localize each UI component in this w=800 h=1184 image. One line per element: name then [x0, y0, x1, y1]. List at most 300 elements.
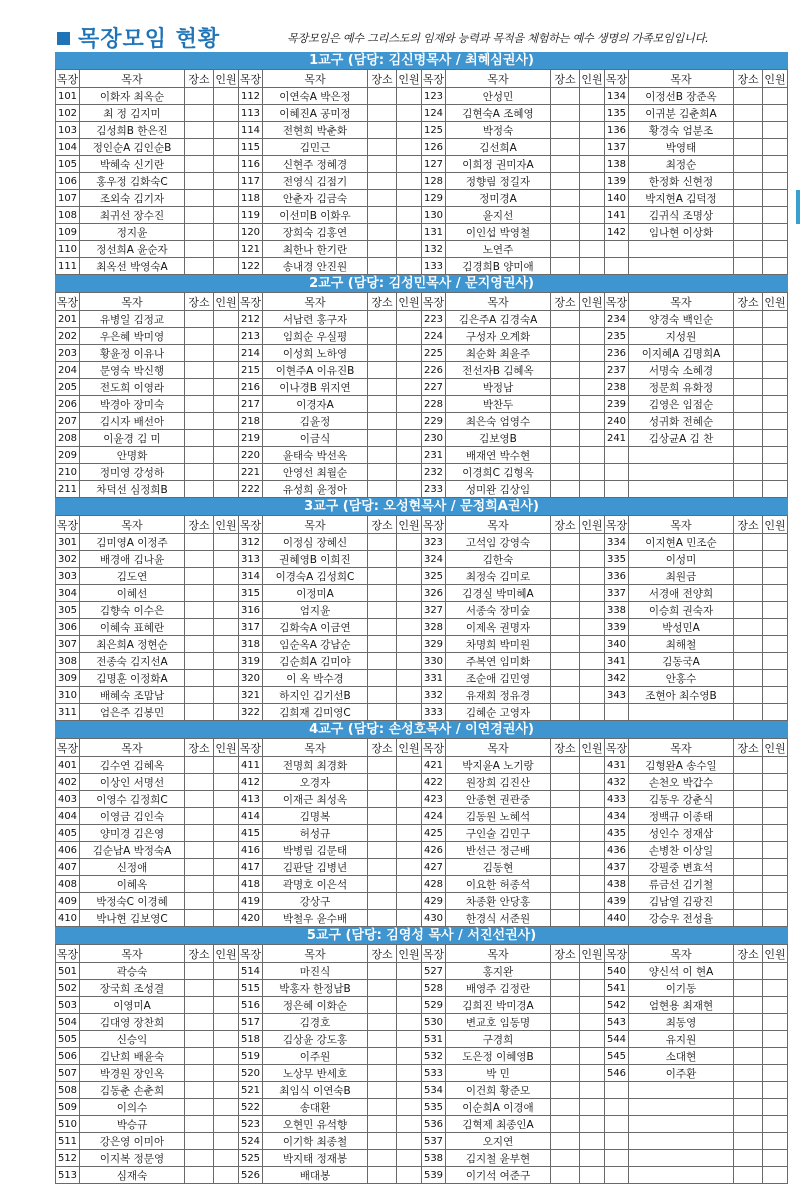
group-number-cell: 327	[422, 602, 446, 619]
headcount-cell	[763, 105, 788, 122]
group-number-cell: 321	[239, 687, 263, 704]
headcount-cell	[397, 362, 422, 379]
location-cell	[185, 224, 214, 241]
location-cell	[185, 859, 214, 876]
group-number-cell: 418	[239, 876, 263, 893]
location-cell	[368, 122, 397, 139]
column-header: 목장	[422, 516, 446, 534]
page-description: 목장모임은 예수 그리스도의 임재와 능력과 목적을 체험하는 예수 생명의 가족모임입니다.	[287, 32, 709, 45]
location-cell	[368, 207, 397, 224]
location-cell	[185, 1167, 214, 1184]
location-cell	[734, 859, 763, 876]
column-header: 목장	[422, 70, 446, 88]
headcount-cell	[580, 430, 605, 447]
headcount-cell	[214, 1031, 239, 1048]
column-header: 인원	[580, 70, 605, 88]
table-row	[56, 105, 788, 122]
group-number-cell: 140	[605, 190, 629, 207]
headcount-cell	[397, 859, 422, 876]
column-header: 목장	[239, 293, 263, 311]
headcount-cell	[763, 757, 788, 774]
group-number-cell: 522	[239, 1099, 263, 1116]
headcount-cell	[580, 653, 605, 670]
leader-name-cell: 전종숙 김지선A	[80, 653, 185, 670]
location-cell	[734, 1150, 763, 1167]
table-row	[56, 1082, 788, 1099]
table-row	[56, 704, 788, 721]
leader-name-cell: 김성희B 한은진	[80, 122, 185, 139]
column-header: 목자	[446, 70, 551, 88]
leader-name-cell: 최순화 최윤주	[446, 345, 551, 362]
group-number-cell: 314	[239, 568, 263, 585]
column-header: 장소	[185, 516, 214, 534]
group-number-cell: 434	[605, 808, 629, 825]
group-number-cell: 524	[239, 1133, 263, 1150]
leader-name-cell: 손천오 박갑수	[629, 774, 734, 791]
leader-name-cell: 이영미A	[80, 997, 185, 1014]
headcount-cell	[763, 447, 788, 464]
location-cell	[368, 534, 397, 551]
column-header: 목자	[446, 293, 551, 311]
headcount-cell	[580, 139, 605, 156]
column-header: 목자	[446, 516, 551, 534]
group-number-cell	[605, 1167, 629, 1184]
location-cell	[551, 963, 580, 980]
column-header: 목장	[422, 739, 446, 757]
headcount-cell	[580, 704, 605, 721]
leader-name-cell: 강필중 변효석	[629, 859, 734, 876]
leader-name-cell: 유성희 윤정아	[263, 481, 368, 498]
location-cell	[368, 328, 397, 345]
group-number-cell	[605, 241, 629, 258]
location-cell	[185, 757, 214, 774]
leader-name-cell: 김동춘 손춘희	[80, 1082, 185, 1099]
headcount-cell	[763, 258, 788, 275]
leader-name-cell: 이혜숙 표혜란	[80, 619, 185, 636]
headcount-cell	[580, 1065, 605, 1082]
group-number-cell: 341	[605, 653, 629, 670]
group-number-cell: 432	[605, 774, 629, 791]
leader-name-cell: 고석임 강영숙	[446, 534, 551, 551]
location-cell	[734, 551, 763, 568]
table-row	[56, 122, 788, 139]
headcount-cell	[397, 1065, 422, 1082]
leader-name-cell: 마진식	[263, 963, 368, 980]
group-number-cell: 536	[422, 1116, 446, 1133]
leader-name-cell: 박지윤A 노기랑	[446, 757, 551, 774]
location-cell	[185, 825, 214, 842]
location-cell	[551, 396, 580, 413]
group-number-cell: 512	[56, 1150, 80, 1167]
column-header: 장소	[368, 70, 397, 88]
leader-name-cell: 전명희 최경화	[263, 757, 368, 774]
column-header: 목장	[56, 516, 80, 534]
location-cell	[368, 791, 397, 808]
location-cell	[734, 362, 763, 379]
leader-name-cell: 박정남	[446, 379, 551, 396]
location-cell	[185, 258, 214, 275]
leader-name-cell: 정문희 유화정	[629, 379, 734, 396]
location-cell	[734, 791, 763, 808]
location-cell	[368, 910, 397, 927]
location-cell	[185, 704, 214, 721]
group-number-cell: 338	[605, 602, 629, 619]
group-number-cell: 138	[605, 156, 629, 173]
group-number-cell: 511	[56, 1133, 80, 1150]
location-cell	[185, 910, 214, 927]
location-cell	[368, 105, 397, 122]
location-cell	[734, 1031, 763, 1048]
column-header: 장소	[185, 945, 214, 963]
group-number-cell: 234	[605, 311, 629, 328]
location-cell	[368, 825, 397, 842]
group-number-cell: 510	[56, 1116, 80, 1133]
table-row	[56, 997, 788, 1014]
headcount-cell	[214, 910, 239, 927]
headcount-cell	[763, 653, 788, 670]
headcount-cell	[214, 190, 239, 207]
group-number-cell: 535	[422, 1099, 446, 1116]
leader-name-cell: 김혜순 고영자	[446, 704, 551, 721]
group-number-cell: 540	[605, 963, 629, 980]
group-number-cell: 541	[605, 980, 629, 997]
location-cell	[734, 842, 763, 859]
group-number-cell: 533	[422, 1065, 446, 1082]
group-number-cell: 219	[239, 430, 263, 447]
leader-name-cell: 이의수	[80, 1099, 185, 1116]
group-number-cell: 201	[56, 311, 80, 328]
group-number-cell: 501	[56, 963, 80, 980]
location-cell	[734, 241, 763, 258]
group-number-cell: 439	[605, 893, 629, 910]
column-header: 장소	[551, 945, 580, 963]
location-cell	[368, 311, 397, 328]
group-number-cell: 502	[56, 980, 80, 997]
location-cell	[551, 825, 580, 842]
group-number-cell: 131	[422, 224, 446, 241]
table-row	[56, 1031, 788, 1048]
headcount-cell	[763, 842, 788, 859]
group-number-cell: 139	[605, 173, 629, 190]
leader-name-cell: 김순남A 박정숙A	[80, 842, 185, 859]
location-cell	[185, 379, 214, 396]
headcount-cell	[763, 190, 788, 207]
location-cell	[368, 757, 397, 774]
group-number-cell: 430	[422, 910, 446, 927]
location-cell	[734, 619, 763, 636]
group-number-cell: 113	[239, 105, 263, 122]
headcount-cell	[580, 893, 605, 910]
leader-name-cell: 홍우정 김화숙C	[80, 173, 185, 190]
headcount-cell	[580, 670, 605, 687]
group-number-cell: 503	[56, 997, 80, 1014]
table-row	[56, 1150, 788, 1167]
group-number-cell	[605, 1133, 629, 1150]
headcount-cell	[214, 396, 239, 413]
leader-name-cell: 이경숙A 김성희C	[263, 568, 368, 585]
group-number-cell: 312	[239, 534, 263, 551]
table-row	[56, 311, 788, 328]
table-row	[56, 1048, 788, 1065]
group-number-cell: 537	[422, 1133, 446, 1150]
group-number-cell: 136	[605, 122, 629, 139]
leader-name-cell: 정미경A	[446, 190, 551, 207]
group-number-cell: 329	[422, 636, 446, 653]
group-number-cell: 132	[422, 241, 446, 258]
leader-name-cell: 박혜숙 신기란	[80, 156, 185, 173]
headcount-cell	[214, 980, 239, 997]
table-row	[56, 88, 788, 105]
headcount-cell	[397, 156, 422, 173]
leader-name-cell: 주복연 임미화	[446, 653, 551, 670]
headcount-cell	[580, 791, 605, 808]
group-number-cell: 332	[422, 687, 446, 704]
table-row	[56, 602, 788, 619]
group-number-cell: 224	[422, 328, 446, 345]
group-number-cell: 311	[56, 704, 80, 721]
group-number-cell: 326	[422, 585, 446, 602]
column-header: 목장	[56, 945, 80, 963]
location-cell	[368, 876, 397, 893]
location-cell	[368, 173, 397, 190]
headcount-cell	[580, 1150, 605, 1167]
group-number-cell: 232	[422, 464, 446, 481]
leader-name-cell: 김대영 장찬희	[80, 1014, 185, 1031]
headcount-cell	[397, 774, 422, 791]
leader-name-cell: 송대환	[263, 1099, 368, 1116]
leader-name-cell: 성미완 김상임	[446, 481, 551, 498]
table-row	[56, 757, 788, 774]
headcount-cell	[397, 190, 422, 207]
leader-name-cell: 서남련 홍구자	[263, 311, 368, 328]
leader-name-cell: 이 옥 박수경	[263, 670, 368, 687]
leader-name-cell: 이정미A	[263, 585, 368, 602]
table-row	[56, 859, 788, 876]
leader-name-cell: 반선근 정근배	[446, 842, 551, 859]
group-number-cell: 408	[56, 876, 80, 893]
location-cell	[734, 1167, 763, 1184]
leader-name-cell: 김수연 김혜옥	[80, 757, 185, 774]
location-cell	[734, 1116, 763, 1133]
leader-name-cell: 이기석 여준구	[446, 1167, 551, 1184]
table-header-row	[56, 70, 788, 88]
location-cell	[734, 173, 763, 190]
group-number-cell: 407	[56, 859, 80, 876]
headcount-cell	[763, 1065, 788, 1082]
leader-name-cell: 오지연	[446, 1133, 551, 1150]
headcount-cell	[397, 602, 422, 619]
headcount-cell	[580, 207, 605, 224]
location-cell	[551, 1150, 580, 1167]
leader-name-cell	[629, 258, 734, 275]
leader-name-cell: 황경숙 엄분조	[629, 122, 734, 139]
location-cell	[734, 447, 763, 464]
location-cell	[734, 687, 763, 704]
leader-name-cell: 이선미B 이화우	[263, 207, 368, 224]
headcount-cell	[763, 910, 788, 927]
leader-name-cell	[629, 447, 734, 464]
headcount-cell	[580, 876, 605, 893]
headcount-cell	[580, 362, 605, 379]
group-number-cell: 238	[605, 379, 629, 396]
location-cell	[185, 447, 214, 464]
table-row	[56, 910, 788, 927]
headcount-cell	[763, 636, 788, 653]
location-cell	[551, 241, 580, 258]
headcount-cell	[580, 173, 605, 190]
group-number-cell: 231	[422, 447, 446, 464]
location-cell	[734, 774, 763, 791]
headcount-cell	[214, 481, 239, 498]
leader-name-cell: 박홍자 한정남B	[263, 980, 368, 997]
leader-name-cell: 임나현 이상화	[629, 224, 734, 241]
location-cell	[185, 1133, 214, 1150]
group-number-cell: 128	[422, 173, 446, 190]
group-number-cell: 103	[56, 122, 80, 139]
leader-name-cell: 송내경 안진원	[263, 258, 368, 275]
group-number-cell: 119	[239, 207, 263, 224]
column-header: 장소	[551, 739, 580, 757]
headcount-cell	[763, 704, 788, 721]
headcount-cell	[397, 980, 422, 997]
group-number-cell: 208	[56, 430, 80, 447]
leader-name-cell	[629, 481, 734, 498]
column-header: 목장	[56, 70, 80, 88]
location-cell	[368, 481, 397, 498]
leader-name-cell: 이화자 최옥순	[80, 88, 185, 105]
location-cell	[368, 156, 397, 173]
leader-name-cell: 차명희 박미원	[446, 636, 551, 653]
column-header: 목자	[263, 945, 368, 963]
group-number-cell: 135	[605, 105, 629, 122]
table-row	[56, 568, 788, 585]
group-number-cell: 316	[239, 602, 263, 619]
group-number-cell: 519	[239, 1048, 263, 1065]
location-cell	[185, 345, 214, 362]
leader-name-cell: 황윤정 이유나	[80, 345, 185, 362]
column-header: 인원	[397, 945, 422, 963]
column-header: 장소	[551, 516, 580, 534]
table-row	[56, 362, 788, 379]
district-table	[55, 738, 788, 927]
headcount-cell	[214, 105, 239, 122]
leader-name-cell: 이윤경 김 미	[80, 430, 185, 447]
leader-name-cell	[629, 1116, 734, 1133]
column-header: 목자	[446, 739, 551, 757]
group-number-cell: 342	[605, 670, 629, 687]
group-number-cell: 340	[605, 636, 629, 653]
headcount-cell	[763, 893, 788, 910]
leader-name-cell: 이지혜A 김명희A	[629, 345, 734, 362]
district-table	[55, 69, 788, 275]
table-row	[56, 328, 788, 345]
sections-container	[55, 52, 788, 1184]
location-cell	[551, 687, 580, 704]
headcount-cell	[214, 997, 239, 1014]
column-header: 목자	[446, 945, 551, 963]
group-number-cell: 124	[422, 105, 446, 122]
leader-name-cell: 오현민 유석향	[263, 1116, 368, 1133]
headcount-cell	[580, 311, 605, 328]
location-cell	[551, 481, 580, 498]
group-number-cell: 112	[239, 88, 263, 105]
location-cell	[185, 670, 214, 687]
group-number-cell: 334	[605, 534, 629, 551]
location-cell	[185, 464, 214, 481]
leader-name-cell: 허성규	[263, 825, 368, 842]
headcount-cell	[763, 551, 788, 568]
headcount-cell	[580, 1099, 605, 1116]
leader-name-cell	[629, 464, 734, 481]
leader-name-cell: 신승익	[80, 1031, 185, 1048]
headcount-cell	[397, 893, 422, 910]
group-number-cell: 137	[605, 139, 629, 156]
group-number-cell: 305	[56, 602, 80, 619]
group-number-cell: 216	[239, 379, 263, 396]
leader-name-cell: 조현아 최수영B	[629, 687, 734, 704]
location-cell	[551, 704, 580, 721]
column-header: 인원	[214, 70, 239, 88]
location-cell	[368, 636, 397, 653]
location-cell	[734, 258, 763, 275]
location-cell	[551, 447, 580, 464]
group-number-cell: 127	[422, 156, 446, 173]
leader-name-cell: 조순애 김민영	[446, 670, 551, 687]
location-cell	[734, 808, 763, 825]
group-number-cell: 130	[422, 207, 446, 224]
location-cell	[734, 413, 763, 430]
headcount-cell	[397, 619, 422, 636]
column-header: 목장	[239, 516, 263, 534]
headcount-cell	[214, 670, 239, 687]
location-cell	[185, 653, 214, 670]
location-cell	[368, 670, 397, 687]
headcount-cell	[580, 757, 605, 774]
leader-name-cell	[629, 1082, 734, 1099]
column-header: 인원	[763, 739, 788, 757]
location-cell	[551, 139, 580, 156]
location-cell	[185, 207, 214, 224]
group-number-cell	[605, 481, 629, 498]
location-cell	[734, 88, 763, 105]
leader-name-cell: 노연주	[446, 241, 551, 258]
leader-name-cell: 임희순 우실평	[263, 328, 368, 345]
leader-name-cell: 양신석 이 현A	[629, 963, 734, 980]
leader-name-cell: 최옥선 박영숙A	[80, 258, 185, 275]
group-number-cell: 217	[239, 396, 263, 413]
location-cell	[185, 534, 214, 551]
leader-name-cell: 이지현A 민조순	[629, 534, 734, 551]
column-header: 장소	[368, 516, 397, 534]
location-cell	[551, 362, 580, 379]
leader-name-cell: 전영식 김점기	[263, 173, 368, 190]
headcount-cell	[214, 139, 239, 156]
headcount-cell	[397, 653, 422, 670]
location-cell	[368, 224, 397, 241]
leader-name-cell: 최한나 한기란	[263, 241, 368, 258]
location-cell	[368, 997, 397, 1014]
headcount-cell	[214, 893, 239, 910]
location-cell	[185, 105, 214, 122]
leader-name-cell: 강은영 이미아	[80, 1133, 185, 1150]
headcount-cell	[397, 481, 422, 498]
group-number-cell: 328	[422, 619, 446, 636]
headcount-cell	[763, 1099, 788, 1116]
group-number-cell: 108	[56, 207, 80, 224]
location-cell	[368, 808, 397, 825]
leader-name-cell: 장국희 조성결	[80, 980, 185, 997]
headcount-cell	[397, 568, 422, 585]
